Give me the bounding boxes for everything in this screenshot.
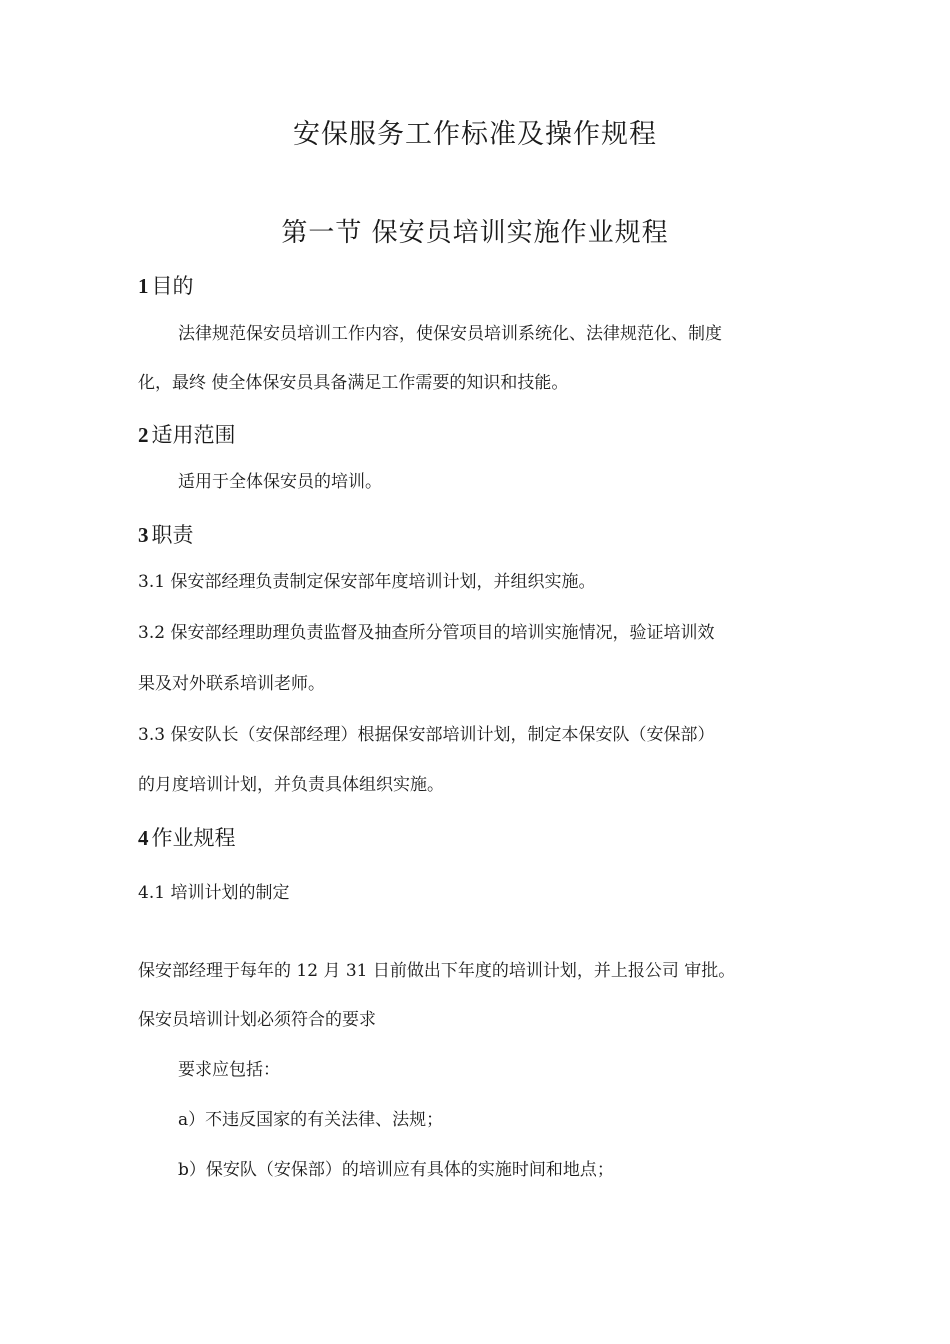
heading-responsibilities (138, 519, 194, 549)
heading-label: 职责 (151, 523, 194, 547)
paragraph-line: 保安部经理于每年的 12 月 31 日前做出下年度的培训计划，并上报公司 审批。 (138, 961, 736, 981)
clause-3-3: 3.3 保安队长（安保部经理）根据保安部培训计划，制定本保安队（安保部） (138, 725, 715, 745)
heading-label: 目的 (151, 274, 194, 298)
clause-4-1: 4.1 培训计划的制定 (138, 883, 290, 903)
heading-label: 作业规程 (151, 826, 236, 850)
heading-number: 2 (138, 423, 149, 447)
paragraph-line: 要求应包括： (178, 1060, 280, 1080)
clause-3-3-cont: 的月度培训计划，并负责具体组织实施。 (138, 775, 444, 795)
heading-purpose (138, 270, 194, 300)
document-title: 安保服务工作标准及操作规程 (293, 119, 657, 150)
heading-number: 4 (138, 826, 149, 850)
heading-number: 1 (138, 274, 149, 298)
section-title: 第一节 保安员培训实施作业规程 (281, 218, 669, 248)
clause-3-1: 3.1 保安部经理负责制定保安部年度培训计划，并组织实施。 (138, 572, 596, 592)
clause-3-2: 3.2 保安部经理助理负责监督及抽查所分管项目的培训实施情况，验证培训效 (138, 623, 715, 643)
clause-3-2-cont: 果及对外联系培训老师。 (138, 674, 325, 694)
list-item-b: b）保安队（安保部）的培训应有具体的实施时间和地点； (178, 1160, 614, 1180)
list-item-a: a）不违反国家的有关法律、法规； (178, 1110, 444, 1130)
heading-procedures (138, 822, 236, 852)
paragraph-line: 适用于全体保安员的培训。 (178, 472, 382, 492)
paragraph-line: 法律规范保安员培训工作内容，使保安员培训系统化、法律规范化、制度 (178, 324, 722, 344)
heading-label: 适用范围 (151, 423, 236, 447)
heading-number: 3 (138, 523, 149, 547)
paragraph-line: 保安员培训计划必须符合的要求 (138, 1010, 376, 1030)
heading-scope (138, 419, 236, 449)
paragraph-line: 化，最终 使全体保安员具备满足工作需要的知识和技能。 (138, 373, 569, 393)
